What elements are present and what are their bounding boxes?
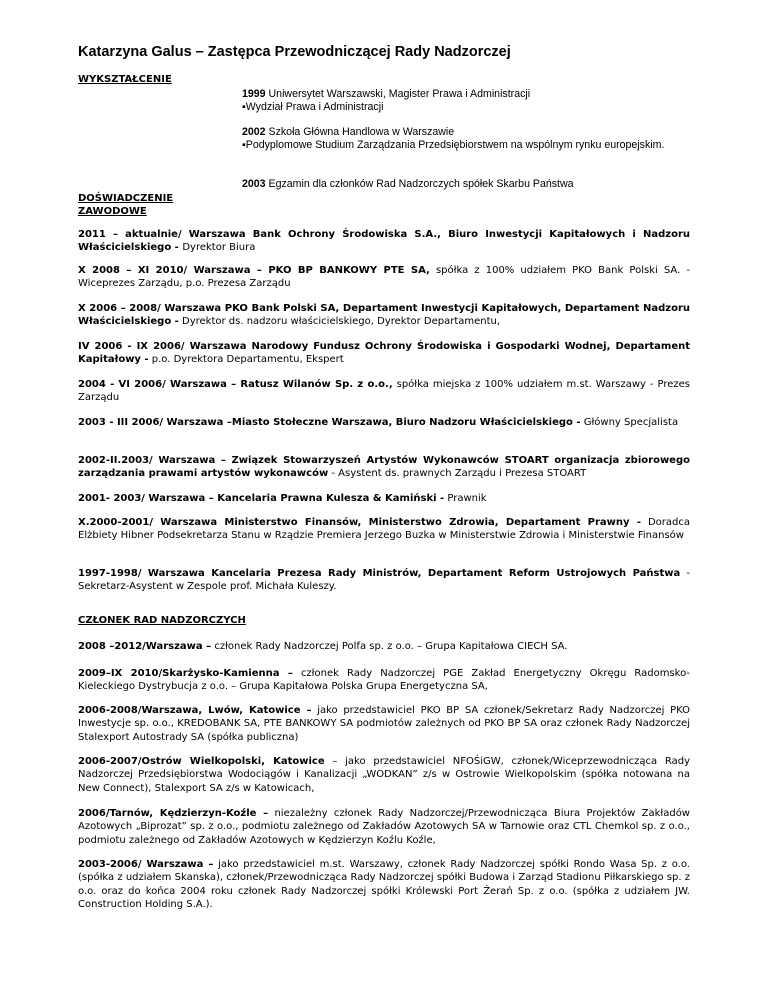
experience-entry-text: spółka z 100% udziałem PKO Bank Polski SA. - Wiceprezes Zarządu, p.o. Prezesa Zarządu <box>78 265 690 290</box>
education-text: Uniwersytet Warszawski, Magister Prawa i Administracji <box>265 88 531 100</box>
experience-entry-heading: IV 2006 - IX 2006/ Warszawa Narodowy Fundusz Ochrony Środowiska i Gospodarki Wodnej, Departament Kapitałowy - <box>78 341 690 366</box>
experience-entry-text: - Sekretarz-Asystent w Zespole prof. Michała Kuleszy. <box>78 568 690 593</box>
experience-entry <box>78 416 690 429</box>
experience-entry <box>78 378 690 405</box>
education-text: Szkoła Główna Handlowa w Warszawie <box>265 126 455 138</box>
experience-entry <box>78 302 690 329</box>
experience-entry-heading: X.2000-2001/ Warszawa Ministerstwo Finansów, Ministerstwo Zdrowia, Departament Prawny - <box>78 517 641 528</box>
experience-entry <box>78 454 690 481</box>
experience-entry-text: spółka miejska z 100% udziałem m.st. Warszawy - Prezes Zarządu <box>78 379 690 404</box>
education-heading: WYKSZTAŁCENIE <box>78 74 172 85</box>
experience-entry <box>78 340 690 367</box>
board-entry-text: członek Rady Nadzorczej Polfa sp. z o.o. – Grupa Kapitałowa CIECH SA. <box>211 641 568 652</box>
board-entry <box>78 755 690 795</box>
education-item <box>242 178 690 191</box>
experience-entry-heading: X 2008 – XI 2010/ Warszawa – PKO BP BANKOWY PTE SA, <box>78 265 430 276</box>
experience-entry-text: Doradca Elżbiety Hibner Podsekretarza Stanu w Rządzie Premiera Jerzego Buzka w Ministerstwie Zdrowia i Ministerstwie Finansów <box>78 517 690 542</box>
experience-heading-line2: ZAWODOWE <box>78 206 147 217</box>
experience-entry-heading: 2011 – aktualnie/ Warszawa Bank Ochrony Środowiska S.A., Biuro Inwestycji Kapitałowych i Nadzoru Właścicielskiego - <box>78 229 690 254</box>
board-entry-heading: 2008 –2012/Warszawa – <box>78 641 212 652</box>
experience-entry-text: Główny Specjalista <box>580 417 679 428</box>
experience-entry-heading: 2002-II.2003/ Warszawa – Związek Stowarzyszeń Artystów Wykonawców STOART organizacja zbiorowego zarządzania prawami artystów wykonawców <box>78 455 690 480</box>
experience-heading <box>78 192 173 218</box>
experience-entry <box>78 567 690 594</box>
board-entry-heading: 2003-2006/ Warszawa – <box>78 859 214 870</box>
board-entry-text: członek Rady Nadzorczej PGE Zakład Energetyczny Okręgu Radomsko-Kieleckiego Dystrybucja z o.o. – Grupa Kapitałowa Polska Grupa Energetyczna SA, <box>78 668 690 693</box>
board-entry-text: jako przedstawiciel m.st. Warszawy, członek Rady Nadzorczej spółki Rondo Wasa Sp. z o.o. (spółka z udziałem Skanska), członek/Przewodnicząca Rady Nadzorczej spółki Budowa i Zarząd Stadionu Piłkarskiego sp. z o.o. oraz do końca 2004 roku członek Rady Nadzorczej spółki Królewski Port Żerań Sp. z o.o. (spółka z udziałem JW. Construction Holding S.A.). <box>78 859 690 911</box>
experience-entry-text: Dyrektor Biura <box>182 242 256 254</box>
board-entry <box>78 667 690 694</box>
experience-entry-heading: 2001- 2003/ Warszawa – Kancelaria Prawna Kulesza & Kamiński - <box>78 493 445 504</box>
education-sub: ▪Podyplomowe Studium Zarządzania Przedsiębiorstwem na wspólnym rynku europejskim. <box>242 139 665 151</box>
education-item <box>242 126 690 152</box>
experience-entry-text: Prawnik <box>444 493 487 504</box>
experience-entry <box>78 516 690 543</box>
board-entry <box>78 807 690 847</box>
experience-entry <box>78 228 690 255</box>
board-entry <box>78 858 690 912</box>
experience-entry-heading: 1997-1998/ Warszawa Kancelaria Prezesa Rady Ministrów, Departament Reform Ustrojowych Państwa <box>78 568 681 579</box>
board-entry <box>78 704 690 744</box>
board-entry-text: niezależny członek Rady Nadzorczej/Przewodnicząca Biura Projektów Zakładów Azotowych „Biprozat” sp. z o.o., podmiotu zależnego od Zakładów Azotowych SA w Tarnowie oraz CTL Chemkol sp. z o.o., podmiotu zależnego od Zakładów Azotowych w Kędzierzyn Koźlu Koźle, <box>78 808 690 846</box>
education-sub: ▪Wydział Prawa i Administracji <box>242 101 384 113</box>
experience-entry-heading: 2003 - III 2006/ Warszawa –Miasto Stołeczne Warszawa, Biuro Nadzoru Właścicielskiego - <box>78 417 581 428</box>
board-entry-text: jako przedstawiciel PKO BP SA członek/Sekretarz Rady Nadzorczej PKO Inwestycje sp. o.o., KREDOBANK SA, PTE BANKOWY SA podmiotów zależnych od PKO BP SA oraz członek Rady Nadzorczej Stalexport Autostrady SA (spółka publiczna) <box>78 705 690 743</box>
board-entry-heading: 2006-2008/Warszawa, Lwów, Katowice – <box>78 705 312 716</box>
document-title: Katarzyna Galus – Zastępca Przewodniczącej Rady Nadzorczej <box>78 44 511 60</box>
education-year: 1999 <box>242 88 266 100</box>
experience-entry-text: p.o. Dyrektora Departamentu, Ekspert <box>148 354 344 366</box>
experience-entry <box>78 264 690 291</box>
experience-entry-text: - Asystent ds. prawnych Zarządu i Prezesa STOART <box>328 468 587 480</box>
experience-entry-heading: X 2006 – 2008/ Warszawa PKO Bank Polski SA, Departament Inwestycji Kapitałowych, Departament Nadzoru Właścicielskiego - <box>78 303 690 328</box>
experience-heading-line1: DOŚWIADCZENIE <box>78 193 174 204</box>
education-year: 2003 <box>242 178 266 190</box>
education-year: 2002 <box>242 126 266 138</box>
experience-entry-heading: 2004 - VI 2006/ Warszawa – Ratusz Wilanów Sp. z o.o., <box>78 379 393 390</box>
board-entry <box>78 640 690 653</box>
experience-entry <box>78 492 690 505</box>
board-entry-heading: 2009–IX 2010/Skarżysko-Kamienna – <box>78 668 293 679</box>
boards-heading: CZŁONEK RAD NADZORCZYCH <box>78 615 246 626</box>
education-item <box>242 88 690 114</box>
education-text: Egzamin dla członków Rad Nadzorczych spółek Skarbu Państwa <box>265 178 574 190</box>
board-entry-heading: 2006-2007/Ostrów Wielkopolski, Katowice <box>78 756 325 767</box>
experience-entry-text: Dyrektor ds. nadzoru właścicielskiego, Dyrektor Departamentu, <box>178 316 501 328</box>
board-entry-heading: 2006/Tarnów, Kędzierzyn-Koźle – <box>78 808 269 819</box>
board-entry-text: – jako przedstawiciel NFOŚiGW, członek/Wiceprzewodnicząca Rady Nadzorczej Przedsiębiorstwa Wodociągów i Kanalizacji „WODKAN” z/s w Ostrowie Wielkopolskim (spółka notowana na New Connect), Stalexport SA z/s w Katowicach, <box>78 756 691 794</box>
